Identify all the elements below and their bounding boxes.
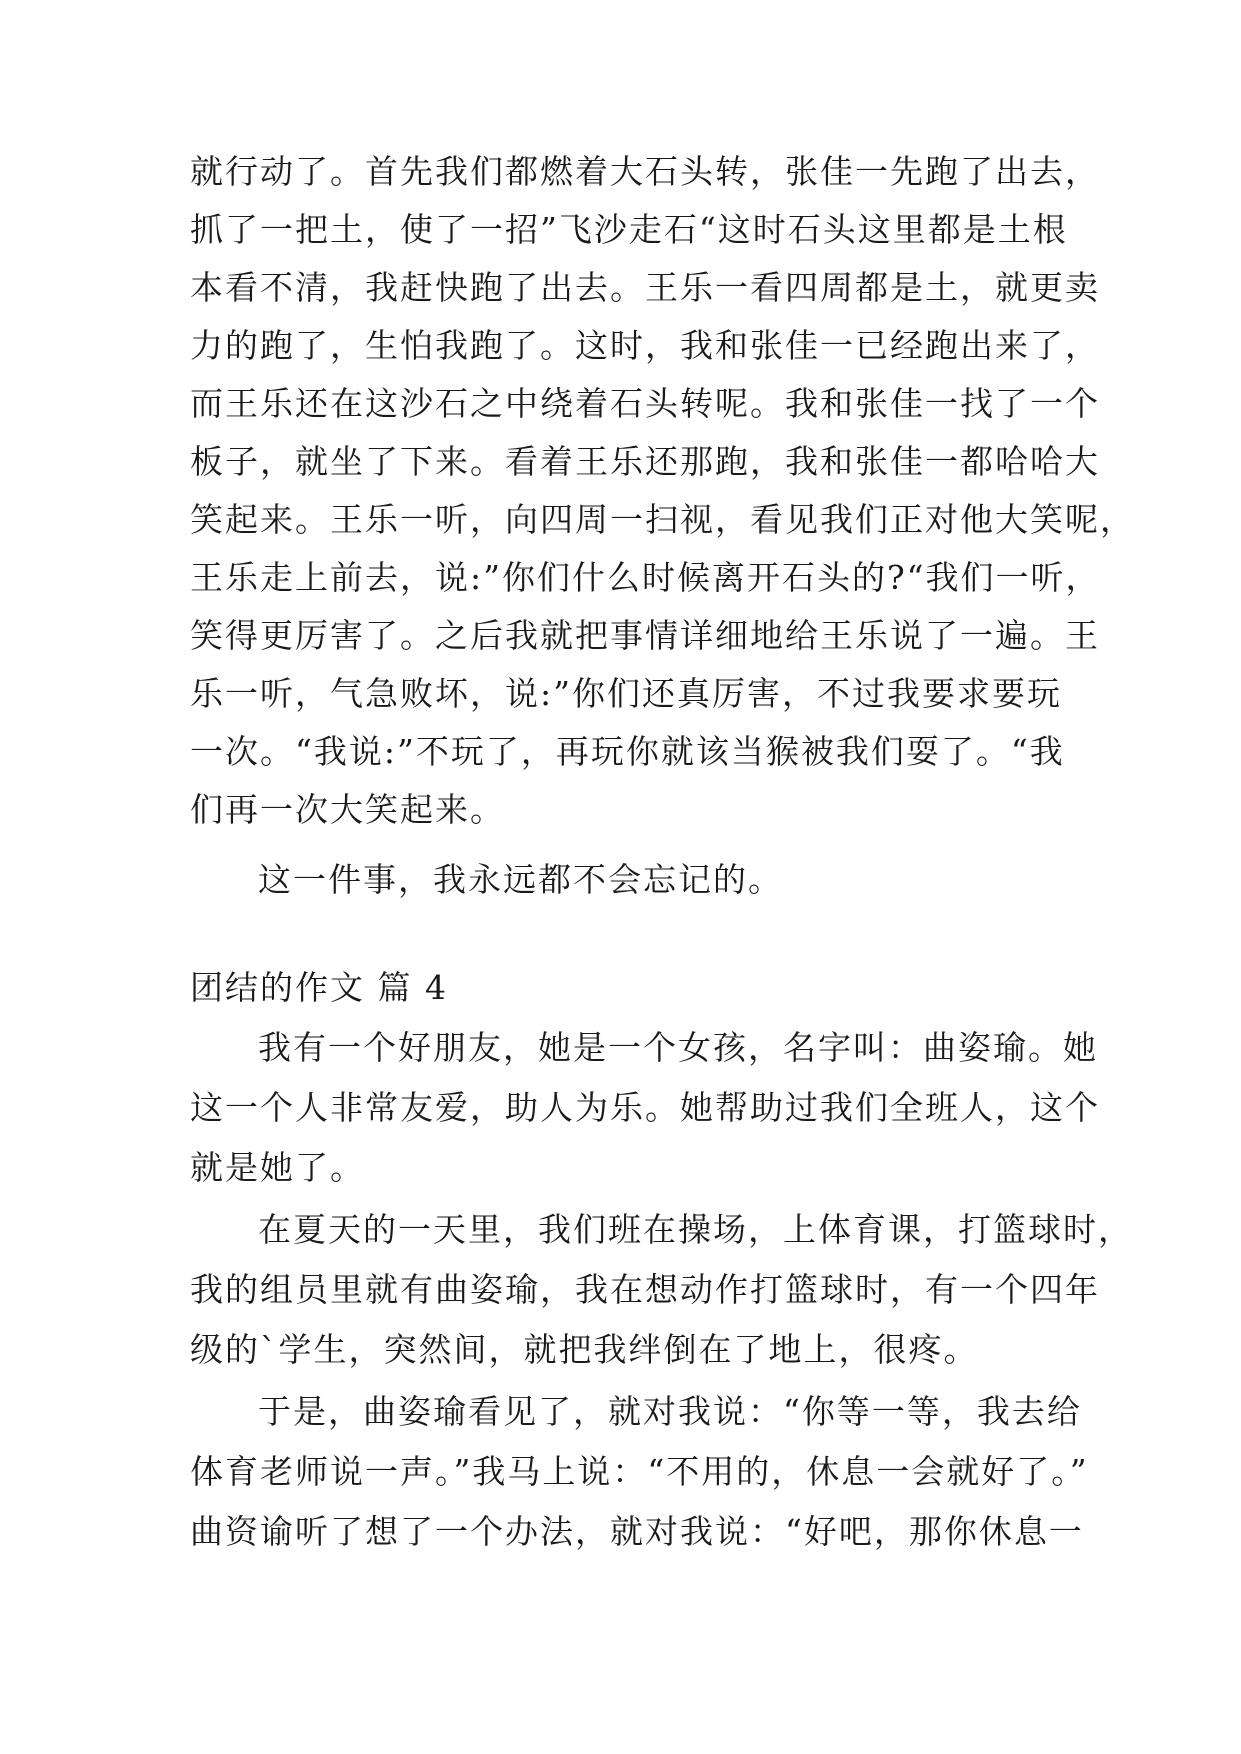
text-line: 笑起来。王乐一听，向四周一扫视，看见我们正对他大笑呢， — [190, 500, 1135, 539]
text-line: 力的跑了，生怕我跑了。这时，我和张佳一已经跑出来了， — [190, 326, 1100, 365]
text-line: 们再一次大笑起来。 — [190, 790, 505, 829]
text-line: 我的组员里就有曲姿瑜，我在想动作打篮球时，有一个四年 — [190, 1270, 1100, 1309]
text-line: 而王乐还在这沙石之中绕着石头转呢。我和张佳一找了一个 — [190, 384, 1100, 423]
text-line: 这一个人非常友爱，助人为乐。她帮助过我们全班人，这个 — [190, 1088, 1100, 1127]
text-line: 曲资谕听了想了一个办法，就对我说：“好吧，那你休息一 — [190, 1512, 1084, 1551]
text-line: 乐一听，气急败坏，说:”你们还真厉害，不过我要求要玩 — [190, 674, 1062, 713]
section-title: 团结的作文 篇 4 — [190, 968, 448, 1007]
text-line: 就行动了。首先我们都燃着大石头转，张佳一先跑了出去， — [190, 152, 1100, 191]
text-line: 就是她了。 — [190, 1148, 365, 1187]
text-line: 级的`学生，突然间，就把我绊倒在了地上，很疼。 — [190, 1330, 979, 1369]
text-line: 本看不清，我赶快跑了出去。王乐一看四周都是土，就更卖 — [190, 268, 1100, 307]
text-line: 我有一个好朋友，她是一个女孩，名字叫：曲姿瑜。她 — [258, 1028, 1098, 1067]
text-line: 于是，曲姿瑜看见了，就对我说：“你等一等，我去给 — [258, 1392, 1082, 1431]
text-line: 在夏天的一天里，我们班在操场，上体育课，打篮球时， — [258, 1210, 1133, 1249]
text-line: 板子，就坐了下来。看着王乐还那跑，我和张佳一都哈哈大 — [190, 442, 1100, 481]
text-line: 笑得更厉害了。之后我就把事情详细地给王乐说了一遍。王 — [190, 616, 1100, 655]
text-line: 王乐走上前去，说:”你们什么时候离开石头的?“我们一听， — [190, 558, 1101, 597]
text-line: 体育老师说一声。”我马上说：“不用的，休息一会就好了。” — [190, 1452, 1089, 1491]
text-line: 抓了一把土，使了一招”飞沙走石“这时石头这里都是土根 — [190, 210, 1068, 249]
text-line: 一次。“我说:”不玩了，再玩你就该当猴被我们耍了。“我 — [190, 732, 1065, 771]
conclusion-line: 这一件事，我永远都不会忘记的。 — [258, 860, 783, 899]
